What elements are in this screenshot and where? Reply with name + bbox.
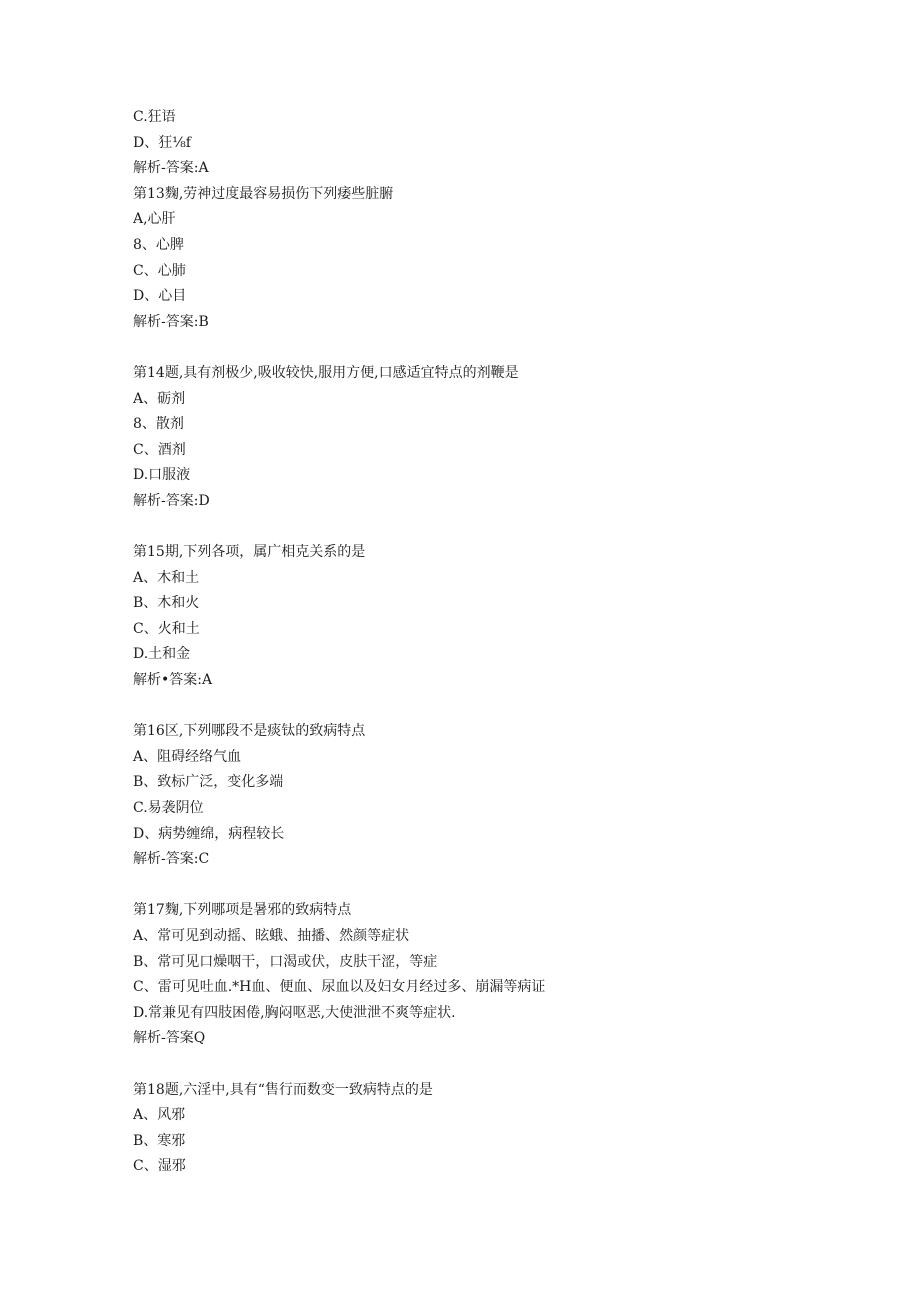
- text-line: 第15期,下列各项，属广相克关系的是: [133, 544, 366, 561]
- text-line: 解析-答案Q: [133, 1030, 206, 1047]
- text-line: B、木和火: [133, 595, 200, 612]
- paragraph-gap: [133, 1052, 833, 1078]
- text-line: B、致标广泛，变化多端: [133, 774, 284, 791]
- text-line: C、火和土: [133, 620, 200, 637]
- text-line: 解析-答案:D: [133, 492, 210, 509]
- text-line: C.易袭阴位: [133, 800, 204, 817]
- text-line: 第16区,下列哪段不是痰钛的致病特点: [133, 723, 366, 740]
- text-line: D.常兼见有四肢困倦,胸闷呕恶,大使泄泄不爽等症状.: [133, 1004, 456, 1021]
- text-line: D、心目: [133, 288, 187, 305]
- paragraph-gap: [133, 873, 833, 899]
- text-line: A、阻碍经络气血: [133, 748, 242, 765]
- text-line: A、风邪: [133, 1107, 186, 1124]
- text-line: C、酒剂: [133, 441, 186, 458]
- question-list: [133, 105, 833, 1180]
- text-line: 8、散剂: [133, 416, 184, 433]
- text-line: 第18题,六淫中,具有“售行而数变一致病特点的是: [133, 1081, 433, 1098]
- text-line: A、常可见到动摇、眩蛾、抽播、然颜等症状: [133, 928, 410, 944]
- text-line: D、病势缠绵，病程较长: [133, 825, 285, 842]
- text-line: 解析-答案:B: [133, 313, 209, 330]
- text-line: C、湿邪: [133, 1158, 186, 1175]
- text-line: 第13麴,劳神过度最容易损伤下列痿些脏腑: [133, 185, 394, 202]
- text-line: 解析•答案:A: [133, 672, 213, 689]
- text-line: D.土和金: [133, 646, 191, 663]
- text-line: A、砺剂: [133, 390, 186, 407]
- text-line: D.口服液: [133, 467, 191, 484]
- text-line: A、木和土: [133, 569, 200, 586]
- text-line: B、寒邪: [133, 1132, 186, 1149]
- text-line: B、常可见口燥咽干，口渴或伏，皮肤干涩，等症: [133, 953, 438, 970]
- text-line: 解析-答案:C: [133, 851, 210, 868]
- text-line: A,心肝: [133, 211, 176, 228]
- text-line: C、心肺: [133, 262, 186, 279]
- text-line: C、雷可见吐血.*H血、便血、尿血以及妇女月经过多、崩漏等病证: [133, 979, 546, 996]
- text-line: 第17麴,下列哪项是暑邪的致病特点: [133, 902, 352, 919]
- text-line: 第14题,具有剂极少,吸收较快,服用方便,口感适宜特点的剂鞭是: [133, 364, 519, 381]
- paragraph-gap: [133, 335, 833, 361]
- paragraph-gap: [133, 515, 833, 541]
- text-line: 解析-答案:A: [133, 160, 209, 177]
- paragraph-gap: [133, 694, 833, 720]
- text-line: 8、心脾: [133, 236, 184, 253]
- text-line: C.狂语: [133, 109, 176, 125]
- text-line: D、狂⅛f: [133, 134, 191, 151]
